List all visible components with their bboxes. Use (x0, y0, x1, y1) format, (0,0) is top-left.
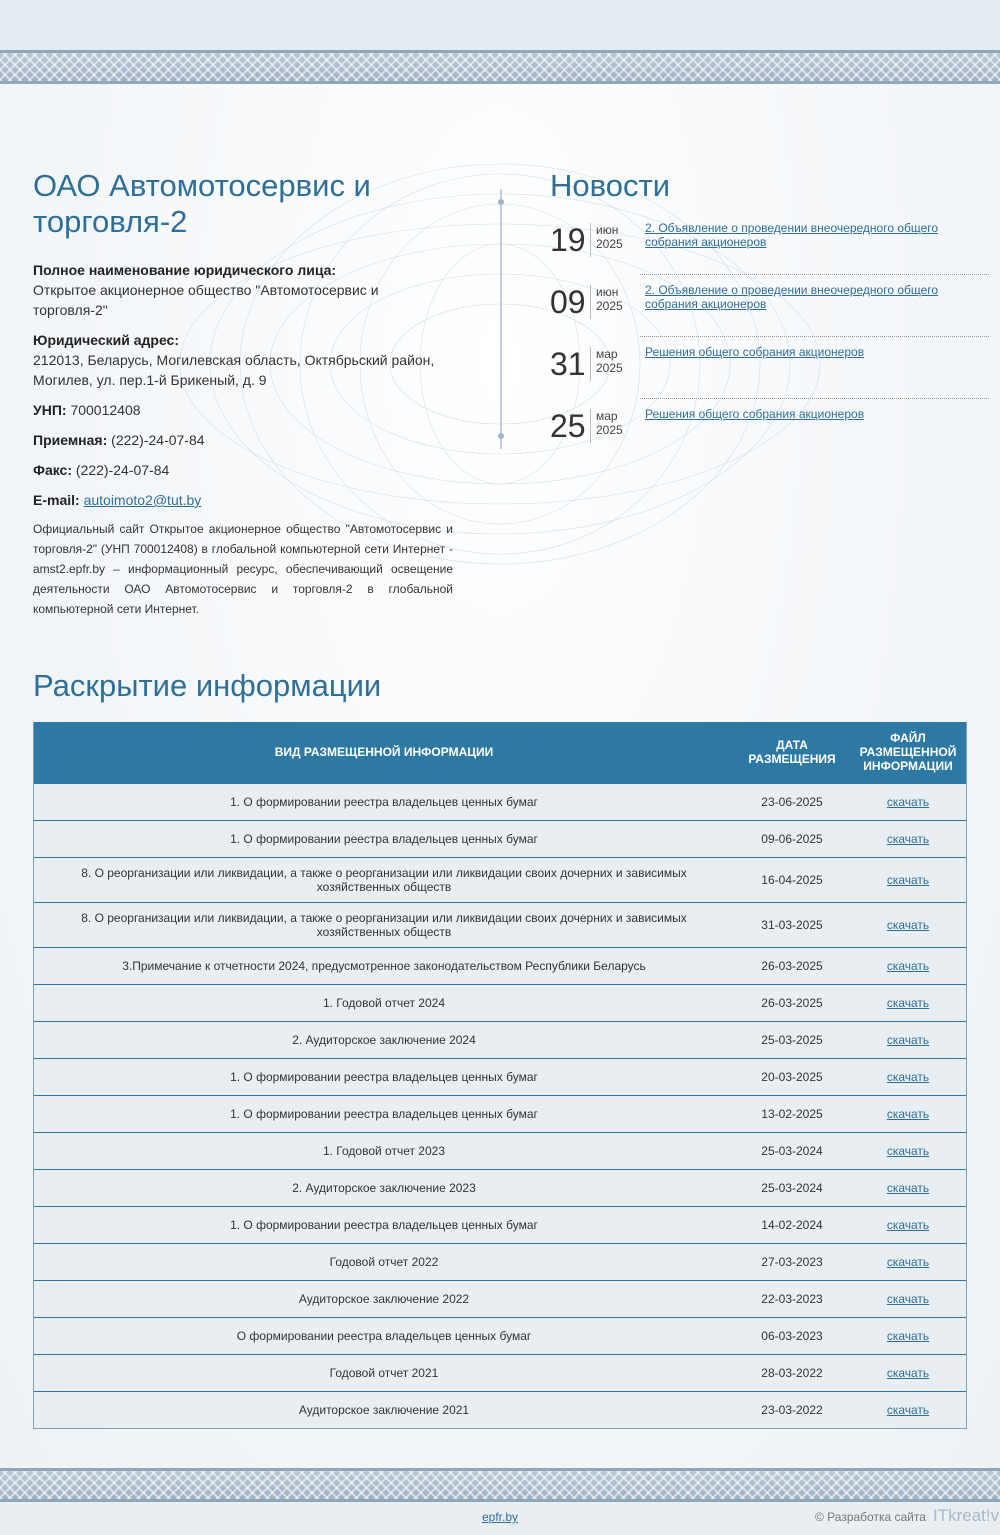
row-date: 20-03-2025 (734, 1058, 850, 1095)
news-item (550, 347, 990, 409)
news-link[interactable]: 2. Объявление о проведении внеочередного общего собрания акционеров (645, 283, 939, 311)
row-date: 31-03-2025 (734, 902, 850, 947)
address-label: Юридический адрес: (33, 332, 179, 348)
news-divider (640, 336, 989, 337)
site-description: Официальный сайт Открытое акционерное общество "Автомотосервис и торговля-2" (УНП 700012408) в глобальной компьютерной сети Интернет - amst2.epfr.by – информационный ресурс, обеспечивающий освещение деятельности ОАО Автомотосервис и торговля-2 в глобальной компьютерной сети Интернет. (33, 522, 453, 616)
download-link[interactable]: скачать (886, 1217, 930, 1232)
disclosure-title: Раскрытие информации (33, 668, 382, 703)
logo-part-a: IT (933, 1506, 949, 1525)
table-row (34, 857, 966, 902)
row-type: Аудиторское заключение 2022 (34, 1280, 734, 1317)
email-block (33, 490, 453, 510)
row-date: 23-03-2022 (734, 1391, 850, 1428)
table-row (34, 1021, 966, 1058)
row-file (850, 857, 966, 902)
email-label: E-mail: (33, 492, 80, 508)
download-link[interactable]: скачать (886, 958, 930, 973)
row-file (850, 1391, 966, 1428)
unp-block (33, 400, 453, 420)
row-type: 2. Аудиторское заключение 2024 (34, 1021, 734, 1058)
fax-value: (222)-24-07-84 (75, 462, 170, 478)
row-date: 09-06-2025 (734, 820, 850, 857)
row-date: 16-04-2025 (734, 857, 850, 902)
download-link[interactable]: скачать (886, 995, 930, 1010)
news-day: 09 (550, 285, 591, 319)
news-item (550, 223, 990, 285)
fax-label: Факс: (33, 462, 73, 478)
download-link[interactable]: скачать (886, 1254, 930, 1269)
news-day: 25 (550, 409, 591, 443)
top-strip (0, 0, 1000, 50)
row-type: Годовой отчет 2021 (34, 1354, 734, 1391)
news-link[interactable]: Решения общего собрания акционеров (645, 407, 865, 421)
row-date: 23-06-2025 (734, 783, 850, 820)
table-row (34, 1206, 966, 1243)
header-decor-band (0, 50, 1000, 84)
row-date: 25-03-2025 (734, 1021, 850, 1058)
row-type: 1. О формировании реестра владельцев ценных бумаг (34, 783, 734, 820)
row-type: 1. О формировании реестра владельцев ценных бумаг (34, 1206, 734, 1243)
news-item (550, 285, 990, 347)
download-link[interactable]: скачать (886, 1402, 930, 1417)
row-type: О формировании реестра владельцев ценных бумаг (34, 1317, 734, 1354)
news-year: 2025 (596, 423, 623, 437)
row-file (850, 1354, 966, 1391)
table-row (34, 1058, 966, 1095)
download-link[interactable]: скачать (886, 831, 930, 846)
row-file (850, 1058, 966, 1095)
download-link[interactable]: скачать (886, 794, 930, 809)
header-type: ВИД РАЗМЕЩЕННОЙ ИНФОРМАЦИИ (34, 722, 734, 783)
row-date: 28-03-2022 (734, 1354, 850, 1391)
row-type: 8. О реорганизации или ликвидации, а также о реорганизации или ликвидации своих дочерних и зависимых хозяйственных обществ (34, 857, 734, 902)
row-date: 25-03-2024 (734, 1169, 850, 1206)
row-file (850, 1317, 966, 1354)
row-date: 26-03-2025 (734, 984, 850, 1021)
row-date: 13-02-2025 (734, 1095, 850, 1132)
unp-value: 700012408 (70, 402, 141, 418)
row-file (850, 783, 966, 820)
row-date: 22-03-2023 (734, 1280, 850, 1317)
row-type: 1. Годовой отчет 2024 (34, 984, 734, 1021)
reception-label: Приемная: (33, 432, 108, 448)
row-date: 26-03-2025 (734, 947, 850, 984)
row-type: Аудиторское заключение 2021 (34, 1391, 734, 1428)
news-year: 2025 (596, 237, 623, 251)
email-link[interactable]: autoimoto2@tut.by (83, 492, 202, 508)
news-divider (640, 274, 989, 275)
table-row (34, 783, 966, 820)
row-type: 1. О формировании реестра владельцев ценных бумаг (34, 1095, 734, 1132)
row-file (850, 984, 966, 1021)
news-month: мар (596, 347, 618, 361)
row-file (850, 1280, 966, 1317)
download-link[interactable]: скачать (886, 1143, 930, 1158)
news-link[interactable]: Решения общего собрания акционеров (645, 345, 865, 359)
disclosure-table (34, 722, 966, 1428)
footer-site-link[interactable]: epfr.by (482, 1510, 519, 1524)
table-row (34, 1317, 966, 1354)
row-type: 1. О формировании реестра владельцев ценных бумаг (34, 820, 734, 857)
row-type: 8. О реорганизации или ликвидации, а также о реорганизации или ликвидации своих дочерних и зависимых хозяйственных обществ (34, 902, 734, 947)
table-row (34, 1169, 966, 1206)
news-month: мар (596, 409, 618, 423)
row-file (850, 1095, 966, 1132)
news-month: июн (596, 223, 619, 237)
row-file (850, 902, 966, 947)
row-file (850, 1132, 966, 1169)
table-row (34, 1391, 966, 1428)
news-day: 19 (550, 223, 591, 257)
table-row (34, 1280, 966, 1317)
download-link[interactable]: скачать (886, 1069, 930, 1084)
download-link[interactable]: скачать (886, 1106, 930, 1121)
fax-block (33, 460, 453, 480)
news-divider (640, 398, 989, 399)
header-file: ФАЙЛ РАЗМЕЩЕННОЙ ИНФОРМАЦИИ (850, 722, 966, 783)
table-row (34, 1243, 966, 1280)
download-link[interactable]: скачать (886, 917, 930, 932)
footer-decor-band (0, 1468, 1000, 1502)
download-link[interactable]: скачать (886, 1328, 930, 1343)
table-row (34, 820, 966, 857)
row-type: 2. Аудиторское заключение 2023 (34, 1169, 734, 1206)
table-header-row (34, 722, 966, 783)
row-file (850, 1206, 966, 1243)
address-block (33, 330, 453, 390)
news-item (550, 409, 990, 471)
news-link[interactable]: 2. Объявление о проведении внеочередного общего собрания акционеров (645, 221, 939, 249)
row-date: 06-03-2023 (734, 1317, 850, 1354)
row-date: 25-03-2024 (734, 1132, 850, 1169)
row-type: 1. О формировании реестра владельцев ценных бумаг (34, 1058, 734, 1095)
full-name-block (33, 260, 453, 320)
full-name-label: Полное наименование юридического лица: (33, 262, 337, 278)
disclosure-table-wrap (33, 722, 967, 1429)
table-row (34, 1095, 966, 1132)
table-row (34, 1354, 966, 1391)
row-date: 27-03-2023 (734, 1243, 850, 1280)
row-file (850, 820, 966, 857)
footer (0, 1502, 1000, 1535)
row-type: 3.Примечание к отчетности 2024, предусмотренное законодательством Республики Беларусь (34, 947, 734, 984)
download-link[interactable]: скачать (886, 1291, 930, 1306)
news-year: 2025 (596, 299, 623, 313)
row-date: 14-02-2024 (734, 1206, 850, 1243)
developer-logo[interactable] (933, 1506, 999, 1526)
logo-part-b: kreat!v (948, 1506, 1000, 1525)
download-link[interactable]: скачать (886, 872, 930, 887)
row-file (850, 947, 966, 984)
reception-block (33, 430, 453, 450)
news-year: 2025 (596, 361, 623, 375)
row-file (850, 1243, 966, 1280)
news-title: Новости (550, 168, 671, 203)
row-type: 1. Годовой отчет 2023 (34, 1132, 734, 1169)
row-file (850, 1021, 966, 1058)
row-file (850, 1169, 966, 1206)
news-day: 31 (550, 347, 591, 381)
news-month: июн (596, 285, 619, 299)
unp-label: УНП: (33, 402, 67, 418)
download-link[interactable]: скачать (886, 1365, 930, 1380)
header-date: ДАТА РАЗМЕЩЕНИЯ (734, 722, 850, 783)
company-title: ОАО Автомотосервис и торговля-2 (33, 168, 371, 239)
address-value: 212013, Беларусь, Могилевская область, Октябрьский район, Могилев, ул. пер.1-й Брикеный, д. 9 (33, 352, 435, 388)
table-row (34, 902, 966, 947)
table-row (34, 947, 966, 984)
full-name-value: Открытое акционерное общество "Автомотосервис и торговля-2" (33, 282, 379, 318)
reception-value: (222)-24-07-84 (111, 432, 205, 448)
developer-credit: © Разработка сайта (815, 1510, 926, 1524)
download-link[interactable]: скачать (886, 1180, 930, 1195)
table-row (34, 984, 966, 1021)
row-type: Годовой отчет 2022 (34, 1243, 734, 1280)
download-link[interactable]: скачать (886, 1032, 930, 1047)
table-row (34, 1132, 966, 1169)
